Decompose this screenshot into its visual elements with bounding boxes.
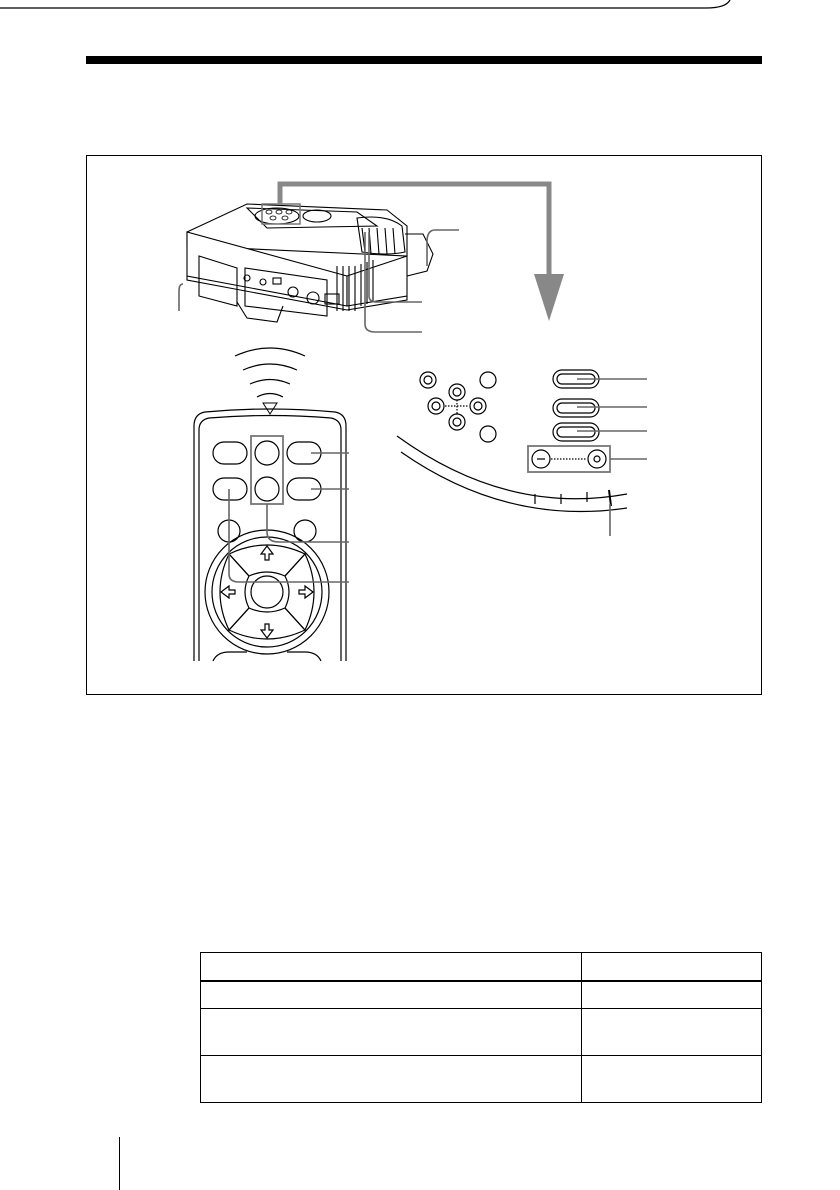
figure-illustration xyxy=(87,156,763,696)
table-header-cell xyxy=(582,953,762,982)
arrow-head xyxy=(534,274,564,321)
remote-callout-lines xyxy=(229,453,349,582)
table-header-cell xyxy=(201,953,582,982)
figure-projector-controls xyxy=(86,155,762,695)
control-panel-detail xyxy=(397,370,627,512)
table-cell xyxy=(201,1056,582,1103)
table-cell xyxy=(582,1009,762,1056)
table-cell xyxy=(201,981,582,1009)
table-row xyxy=(201,981,762,1009)
table-row xyxy=(201,1009,762,1056)
remote-signal-waves xyxy=(235,348,305,397)
info-table xyxy=(200,952,762,1103)
crop-guide-line xyxy=(0,0,840,30)
table-cell xyxy=(201,1009,582,1056)
table-cell xyxy=(582,981,762,1009)
table-cell xyxy=(582,1056,762,1103)
projector-illustration xyxy=(187,204,433,322)
remote-control-illustration xyxy=(194,409,346,661)
page-margin-rule xyxy=(119,1137,120,1190)
table-row xyxy=(201,1056,762,1103)
section-heading-bar xyxy=(86,56,762,64)
